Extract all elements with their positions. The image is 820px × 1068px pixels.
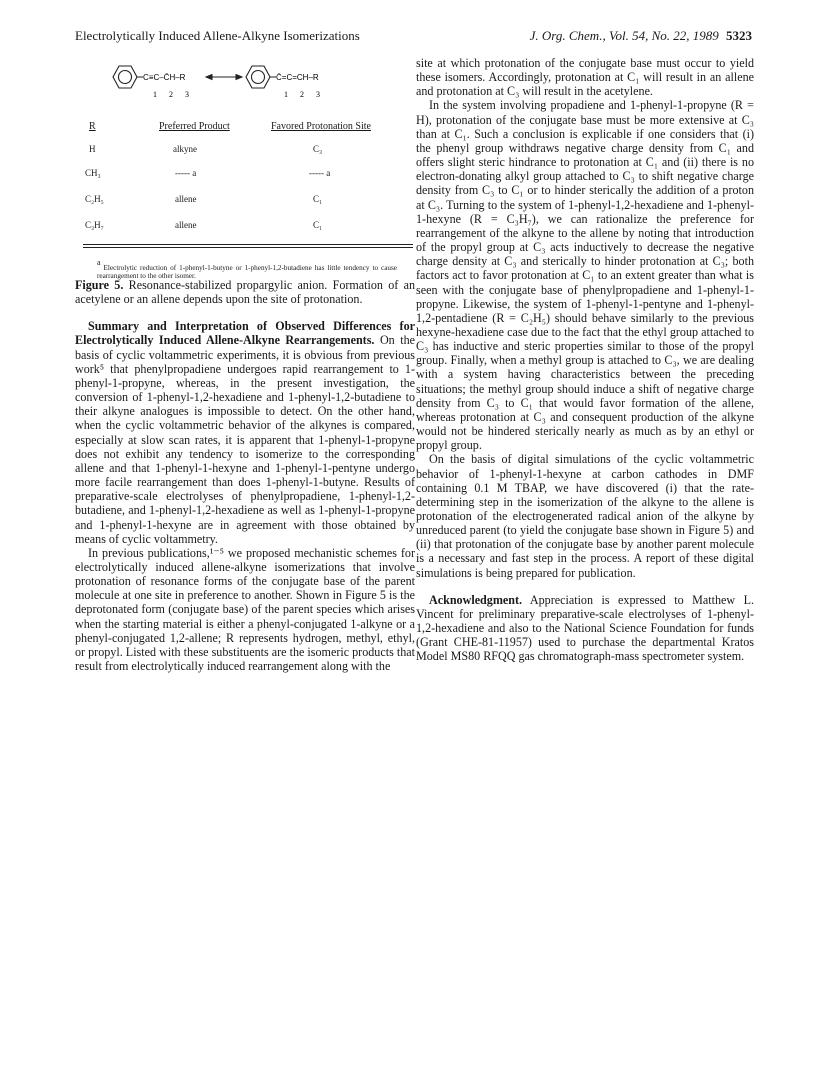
journal-citation	[530, 28, 752, 44]
body-paragraph-1: site at which protonation of the conjugate base must occur to yield these isomers. Accordingly, protonation at C₁ will result in an allene and protonation at C₃ will result in the acetylene.	[416, 56, 754, 99]
left-atom-numbers: 1 2 3	[153, 90, 194, 99]
caption-label: Figure 5.	[75, 278, 124, 292]
summary-paragraph-1	[75, 319, 415, 546]
footnote-text: Electrolytic reduction of 1-phenyl-1-butyne or 1-phenyl-1,2-butadiene has little tendency to cause rearrangement to the other isomer.	[97, 264, 397, 281]
row-product: allene	[175, 194, 197, 204]
acknowledgment-title: Acknowledgment.	[429, 592, 523, 607]
row-substituent: C₃H₇	[85, 220, 104, 230]
body-paragraph-2: In the system involving propadiene and 1-phenyl-1-propyne (R = H), protonation of the conjugate base must be more extensive at C₃ than at C₁. Such a conclusion is explicable if one considers that (i) the phenyl group withdraws negative charge density from C₁ and offers slight steric hindrance to protonation at C₁ and (ii) there is no electron-donating alkyl group attached to C₃ to shift negative charge density from C₃ to C₁ or to hinder sterically the addition of a proton at C₃. Turning to the system of 1-phenyl-1,2-hexadiene and 1-phenyl-1-hexyne (R = C₃H₇), we can rationalize the preference for rearrangement of the alkyne to the allene by noting that introduction of the propyl group at C₃ acts inductively to decrease the negative charge density at C₃ and sterically to hinder protonation at C₃; both factors act to favor protonation at C₁ to an extent greater than what is seen with the conjugate base of phenylpropadiene and 1-phenyl-1-propyne. Likewise, the system of 1-phenyl-1-pentyne and 1-phenyl-1,2-pentadiene (R = C₂H₅) should behave similarly to the previous hexyne-hexadiene case due to the fact that the ethyl group attached to C₃ has inductive and steric properties similar to those of the propyl group. Finally, when a methyl group is attached to C₃, we are dealing with a system having characteristics between the preceding situations; the methyl group should induce a shift of negative charge density from C₃ to C₁ that would favor formation of the allene, whereas protonation at C₃ and consequent production of the alkyne would not be hindered sterically nearly as much as by an ethyl or propyl group.	[416, 98, 754, 453]
acknowledgment-text: Appreciation is expressed to Matthew L. Vincent for preliminary preparative-scale electrolyses of 1-phenyl-1,2-hexadiene and also to the National Science Foundation for funds (Grant CHE-81-11957) used to purchase the departmental Kratos Model MS80 RFQQ gas chromatograph-mass spectrometer system.	[416, 592, 755, 664]
figure-footnote	[97, 258, 397, 281]
row-substituent: CH₃	[85, 168, 101, 178]
footnote-mark: a	[97, 258, 101, 267]
left-formula: C≡C–C̄H–R	[143, 73, 186, 82]
running-title: Electrolytically Induced Allene-Alkyne Isomerizations	[75, 28, 360, 43]
table-rule-bottom	[83, 247, 413, 248]
figure-5	[75, 56, 415, 281]
resonance-arrow-icon	[206, 75, 242, 80]
row-substituent: H	[89, 144, 96, 154]
row-site: C₁	[313, 220, 323, 230]
table-row	[85, 218, 405, 234]
table-rule-top	[83, 244, 413, 245]
summary-text: On the basis of cyclic voltammetric experiments, it is obvious from previous work⁵ that phenylpropadiene undergoes rapid rearrangement to 1-phenyl-1-propyne, whereas, in the present investigation, the conversion of 1-phenyl-1,2-hexadiene and 1-phenyl-1,2-butadiene to their alkyne analogues is impossible to detect. On the other hand, when the cyclic voltammetric behavior of the alkynes is compared, especially at slow scan rates, it is apparent that 1-phenyl-1-propyne does not exhibit any tendency to isomerize to the corresponding allene and that 1-phenyl-1-hexyne and 1-phenyl-1-pentyne undergo more facile rearrangement than does 1-phenyl-1-butyne. Results of preparative-scale electrolyses of phenylpropadiene, 1-phenyl-1,2-butadiene, and 1-phenyl-1,2-hexadiene as well as 1-phenyl-1-propyne and 1-phenyl-1-hexyne are in agreement with those obtained by means of cyclic voltammetry.	[75, 333, 415, 546]
journal-name: J. Org. Chem.,	[529, 28, 606, 43]
column-header-site: Favored Protonation Site	[271, 121, 371, 132]
table-row	[85, 192, 405, 208]
section-title: Summary and Interpretation of Observed Differences for Electrolytically Induced Allene-Alkyne Rearrangements.	[75, 319, 415, 348]
row-site: C₃	[313, 144, 323, 154]
summary-paragraph-2: In previous publications,¹⁻⁵ we proposed mechanistic schemes for electrolytically induced allene-alkyne isomerizations that involve protonation of resonance forms of the conjugate base of the parent molecule at one site in preference to another. Shown in Figure 5 is the deprotonated form (conjugate base) of the parent species which arises when the starting material is either a phenyl-conjugated 1-alkyne or a phenyl-conjugated 1,2-allene; R represents hydrogen, methyl, ethyl, or propyl. Listed with these substituents are the isomeric products that result from electrolytically induced rearrangement along with the	[75, 545, 415, 674]
row-site: ----- a	[309, 168, 331, 178]
right-formula: C̄=C=CH–R	[276, 73, 319, 82]
benzene-ring-right-icon	[246, 66, 270, 88]
resonance-scheme	[75, 56, 415, 116]
acknowledgment-paragraph	[416, 593, 754, 664]
page-number: 5323	[726, 28, 752, 43]
page-header	[0, 28, 820, 48]
row-site: C₁	[313, 194, 323, 204]
body-paragraph-3: On the basis of digital simulations of the cyclic voltammetric behavior of 1-phenyl-1-hexyne at carbon cathodes in DMF containing 0.1 M TBAP, we have discovered (i) that the rate-determining step in the isomerization of the alkyne to the allene is protonation of the electrogenerated radical anion of the alkyne by unreduced parent (to yield the conjugate base shown in Figure 5) and (ii) that protonation of the conjugate base by another parent molecule is a necessary and fast step in the process. A report of these digital simulations is being prepared for publication.	[416, 452, 754, 580]
figure-caption	[75, 278, 415, 306]
row-product: ----- a	[175, 168, 197, 178]
right-atom-numbers: 1 2 3	[284, 90, 325, 99]
caption-text: Resonance-stabilized propargylic anion. Formation of an acetylene or an allene depends upon the site of protonation.	[75, 278, 415, 307]
table-row	[85, 166, 405, 182]
right-column	[416, 56, 754, 664]
table-row	[85, 142, 405, 158]
left-column	[75, 56, 415, 673]
journal-volume: Vol. 54, No. 22, 1989	[608, 28, 719, 43]
column-header-r: R	[89, 121, 96, 132]
row-substituent: C₂H₅	[85, 194, 104, 204]
column-header-product: Preferred Product	[159, 121, 230, 132]
row-product: alkyne	[173, 144, 197, 154]
row-product: allene	[175, 220, 197, 230]
benzene-ring-left-icon	[113, 66, 137, 88]
